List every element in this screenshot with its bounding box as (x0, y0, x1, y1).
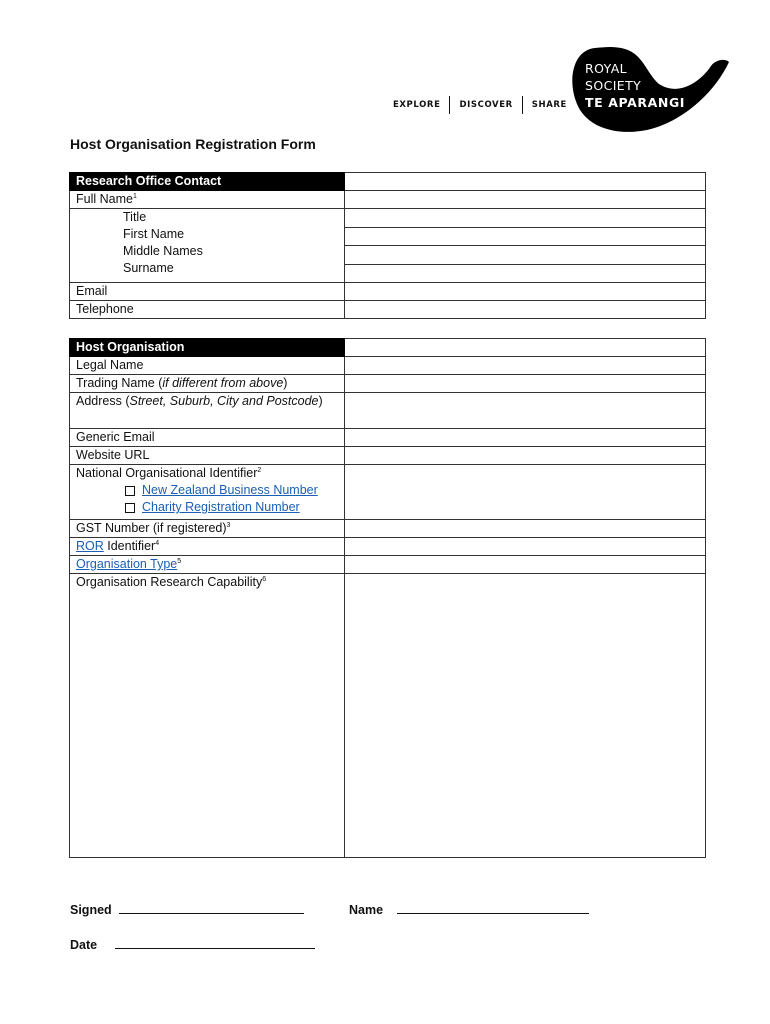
table-row (70, 520, 706, 538)
telephone-field[interactable] (345, 301, 706, 319)
signed-row (70, 901, 304, 917)
address-field[interactable] (345, 393, 706, 429)
name-subfields-label (70, 209, 345, 283)
legal-name-field[interactable] (345, 357, 706, 375)
research-capability-label: Organisation Research Capability$^6$ (70, 574, 345, 858)
table-row (70, 429, 706, 447)
middle-names-field[interactable] (345, 246, 705, 265)
trading-name-label: Trading Name (if different from above) (70, 375, 345, 393)
charity-option[interactable] (76, 499, 338, 516)
table-row (70, 301, 706, 319)
table-header-row (70, 173, 706, 191)
section-heading: Host Organisation (70, 339, 345, 357)
table-row (70, 538, 706, 556)
gst-field[interactable] (345, 520, 706, 538)
generic-email-label: Generic Email (70, 429, 345, 447)
name-line[interactable] (397, 901, 589, 914)
middle-names-label: Middle Names (123, 244, 203, 258)
header-blank-cell (345, 339, 706, 357)
surname-label: Surname (123, 261, 174, 275)
table-row (70, 574, 706, 858)
table-row (70, 375, 706, 393)
first-name-label: First Name (123, 227, 185, 241)
logo-line: TE APARANGI (585, 95, 686, 110)
research-contact-table (69, 172, 706, 319)
header-blank-cell (345, 173, 706, 191)
tagline-share: SHARE (531, 100, 567, 110)
table-row (70, 191, 706, 209)
logo-wordmark (585, 60, 685, 111)
tagline (393, 96, 576, 114)
trading-name-field[interactable] (345, 375, 706, 393)
date-label: Date (70, 938, 98, 952)
title-field[interactable] (345, 209, 705, 228)
ror-link[interactable]: ROR (76, 539, 104, 553)
org-type-label: Organisation Type$^5$ (70, 556, 345, 574)
charity-checkbox[interactable] (125, 503, 135, 513)
title-label: Title (123, 210, 147, 224)
table-header-row (70, 339, 706, 357)
generic-email-field[interactable] (345, 429, 706, 447)
name-row (349, 901, 589, 917)
email-label: Email (70, 283, 345, 301)
ror-label: ROR Identifier$^4$ (70, 538, 345, 556)
noi-label-cell (70, 465, 345, 520)
logo-line: ROYAL (585, 61, 628, 76)
gst-label: GST Number (if registered)$^3$ (70, 520, 345, 538)
legal-name-label: Legal Name (70, 357, 345, 375)
email-field[interactable] (345, 283, 706, 301)
noi-label: National Organisational Identifier$^2$ (76, 466, 262, 480)
name-subfields-input-cell (345, 209, 706, 283)
address-label: Address (Street, Suburb, City and Postcode) (70, 393, 345, 429)
table-row (70, 447, 706, 465)
host-organisation-table (69, 338, 706, 858)
first-name-field[interactable] (345, 228, 705, 247)
full-name-field[interactable] (345, 191, 706, 209)
table-row (70, 465, 706, 520)
full-name-label: Full Name$^1$ (70, 191, 345, 209)
nzbn-checkbox[interactable] (125, 486, 135, 496)
signed-line[interactable] (119, 901, 304, 914)
page-title: Host Organisation Registration Form (70, 136, 316, 152)
signed-label: Signed (70, 903, 112, 917)
section-heading: Research Office Contact (70, 173, 345, 191)
table-row (70, 209, 706, 283)
noi-field[interactable] (345, 465, 706, 520)
nzbn-option[interactable] (76, 482, 338, 499)
surname-field[interactable] (345, 265, 705, 283)
name-label: Name (349, 903, 384, 917)
charity-registration-link[interactable]: Charity Registration Number (142, 500, 300, 514)
logo-line: SOCIETY (585, 78, 642, 93)
date-row (70, 936, 315, 952)
tagline-explore: EXPLORE (393, 100, 441, 110)
website-url-field[interactable] (345, 447, 706, 465)
date-line[interactable] (115, 936, 315, 949)
nzbn-link[interactable]: New Zealand Business Number (142, 483, 318, 497)
org-type-link[interactable]: Organisation Type (76, 557, 178, 571)
tagline-discover: DISCOVER (459, 100, 513, 110)
table-row (70, 357, 706, 375)
table-row (70, 283, 706, 301)
table-row (70, 393, 706, 429)
research-capability-field[interactable] (345, 574, 706, 858)
ror-field[interactable] (345, 538, 706, 556)
website-url-label: Website URL (70, 447, 345, 465)
table-row (70, 556, 706, 574)
org-type-field[interactable] (345, 556, 706, 574)
telephone-label: Telephone (70, 301, 345, 319)
